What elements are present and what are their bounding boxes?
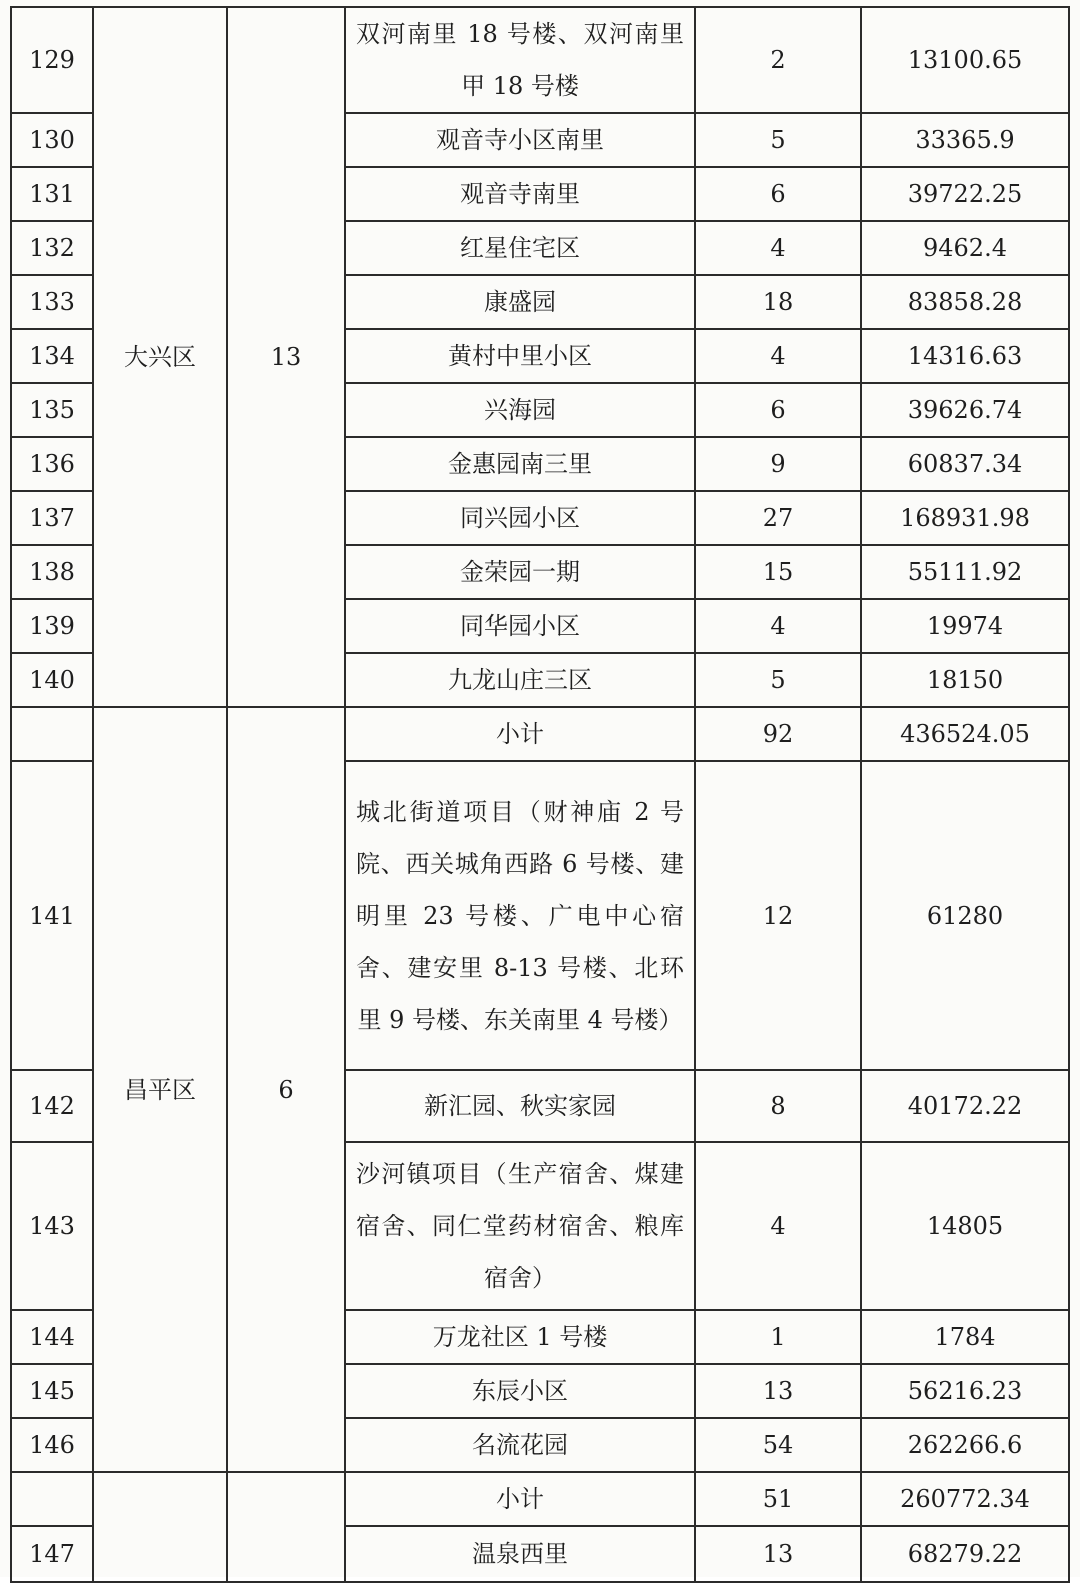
project-name: 新汇园、秋实家园 [345,1070,695,1142]
building-count: 54 [695,1418,861,1472]
floor-area: 83858.28 [861,275,1069,329]
building-count: 4 [695,221,861,275]
subtotal-label: 小计 [345,707,695,761]
building-count: 9 [695,437,861,491]
building-count: 4 [695,1142,861,1310]
project-name: 双河南里 18 号楼、双河南里甲 18 号楼 [345,7,695,113]
table-row [11,7,1069,113]
building-count: 5 [695,653,861,707]
floor-area: 14316.63 [861,329,1069,383]
project-name: 兴海园 [345,383,695,437]
floor-area: 68279.22 [861,1526,1069,1582]
project-name: 沙河镇项目（生产宿舍、煤建宿舍、同仁堂药材宿舍、粮库宿舍） [345,1142,695,1310]
row-number: 146 [11,1418,93,1472]
district-project-count [227,1472,345,1582]
project-name: 东辰小区 [345,1364,695,1418]
row-number: 138 [11,545,93,599]
row-number: 140 [11,653,93,707]
floor-area: 13100.65 [861,7,1069,113]
project-name: 温泉西里 [345,1526,695,1582]
row-number: 139 [11,599,93,653]
row-number: 129 [11,7,93,113]
project-name: 观音寺南里 [345,167,695,221]
row-number: 136 [11,437,93,491]
floor-area: 9462.4 [861,221,1069,275]
row-number: 130 [11,113,93,167]
subtotal-label: 小计 [345,1472,695,1526]
row-number: 137 [11,491,93,545]
floor-area: 55111.92 [861,545,1069,599]
subtotal-floor-area: 260772.34 [861,1472,1069,1526]
building-count: 1 [695,1310,861,1364]
building-count: 4 [695,329,861,383]
floor-area: 262266.6 [861,1418,1069,1472]
row-number: 142 [11,1070,93,1142]
project-name: 城北街道项目（财神庙 2 号院、西关城角西路 6 号楼、建明里 23 号楼、广电中心宿舍、建安里 8-13 号楼、北环里 9 号楼、东关南里 4 号楼） [345,761,695,1070]
building-count: 6 [695,383,861,437]
row-number: 141 [11,761,93,1070]
project-name: 同华园小区 [345,599,695,653]
project-name: 康盛园 [345,275,695,329]
floor-area: 56216.23 [861,1364,1069,1418]
row-number: 134 [11,329,93,383]
floor-area: 18150 [861,653,1069,707]
subtotal-row [11,1472,1069,1526]
project-name: 同兴园小区 [345,491,695,545]
district-name [93,1472,227,1582]
floor-area: 61280 [861,761,1069,1070]
floor-area: 39626.74 [861,383,1069,437]
project-name: 红星住宅区 [345,221,695,275]
row-number: 143 [11,1142,93,1310]
floor-area: 168931.98 [861,491,1069,545]
row-number: 147 [11,1526,93,1582]
building-count: 13 [695,1526,861,1582]
project-name: 观音寺小区南里 [345,113,695,167]
floor-area: 14805 [861,1142,1069,1310]
building-count: 12 [695,761,861,1070]
building-count: 4 [695,599,861,653]
row-number: 131 [11,167,93,221]
floor-area: 60837.34 [861,437,1069,491]
subtotal-row [11,707,1069,761]
row-number: 135 [11,383,93,437]
building-count: 13 [695,1364,861,1418]
building-count: 15 [695,545,861,599]
project-name: 金荣园一期 [345,545,695,599]
project-name: 名流花园 [345,1418,695,1472]
floor-area: 1784 [861,1310,1069,1364]
building-count: 27 [695,491,861,545]
building-count: 8 [695,1070,861,1142]
housing-project-table [10,6,1070,1583]
building-count: 18 [695,275,861,329]
row-number: 132 [11,221,93,275]
subtotal-building-count: 51 [695,1472,861,1526]
project-name: 万龙社区 1 号楼 [345,1310,695,1364]
row-number: 133 [11,275,93,329]
building-count: 6 [695,167,861,221]
district-project-count: 6 [227,707,345,1472]
project-name: 黄村中里小区 [345,329,695,383]
row-number: 145 [11,1364,93,1418]
floor-area: 39722.25 [861,167,1069,221]
project-name: 金惠园南三里 [345,437,695,491]
floor-area: 33365.9 [861,113,1069,167]
project-name: 九龙山庄三区 [345,653,695,707]
row-number: 144 [11,1310,93,1364]
subtotal-building-count: 92 [695,707,861,761]
floor-area: 19974 [861,599,1069,653]
building-count: 2 [695,7,861,113]
district-name: 昌平区 [93,707,227,1472]
row-number-empty [11,1472,93,1526]
row-number-empty [11,707,93,761]
floor-area: 40172.22 [861,1070,1069,1142]
district-project-count: 13 [227,7,345,707]
building-count: 5 [695,113,861,167]
district-name: 大兴区 [93,7,227,707]
subtotal-floor-area: 436524.05 [861,707,1069,761]
